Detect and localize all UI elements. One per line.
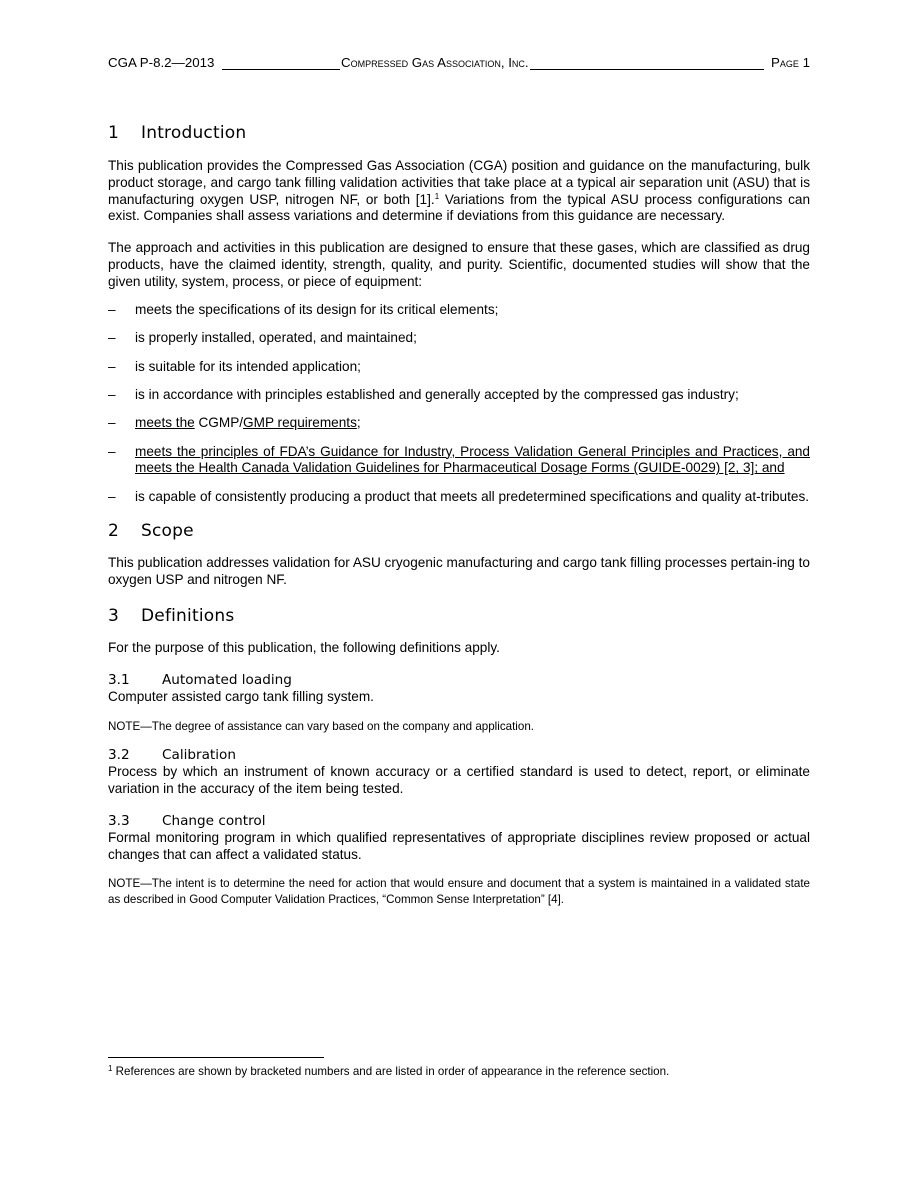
dash-mark: – bbox=[108, 488, 116, 504]
list-item-text: ; bbox=[356, 415, 361, 431]
dash-mark: – bbox=[108, 415, 116, 431]
publisher-name: Compressed Gas Association, Inc. bbox=[341, 55, 529, 70]
dash-mark: – bbox=[108, 386, 116, 402]
intro-text: This publication provides the Compressed Gas Association (CGA) position and guidance on the manufacturing, bulk product storage, and cargo tank filling validation activities that take place at a typical air separation unit (ASU) that is manufacturing oxygen USP, nitrogen NF, or both [1]. bbox=[108, 158, 810, 207]
list-item bbox=[108, 444, 810, 478]
definition-term: Automated loading bbox=[162, 671, 292, 688]
section-number: 1 bbox=[108, 123, 120, 143]
list-item-text: is capable of consistently producing a product that meets all predetermined specifications and quality at-tributes. bbox=[135, 488, 810, 504]
definition-number: 3.1 bbox=[108, 671, 130, 688]
definition-heading-change-control bbox=[108, 813, 810, 830]
list-item bbox=[108, 330, 810, 347]
definition-term: Change control bbox=[162, 812, 266, 829]
list-item bbox=[108, 489, 810, 506]
footnote-text: References are shown by bracketed numbers and are listed in order of appearance in the reference section. bbox=[112, 1065, 670, 1078]
section-heading-introduction bbox=[108, 121, 810, 145]
underlined-text: meets the bbox=[135, 415, 195, 431]
definition-heading-calibration bbox=[108, 747, 810, 764]
section-title: Definitions bbox=[141, 606, 235, 627]
definition-term: Calibration bbox=[162, 747, 236, 764]
intro-text-tail: Variations from the typical ASU process configurations can exist. Companies shall assess variations and determine if deviations from this guidance are necessary. bbox=[108, 191, 811, 224]
section-heading-definitions bbox=[108, 604, 810, 628]
list-item-text: CGMP/ bbox=[194, 415, 244, 431]
definition-text: Formal monitoring program in which qualified representatives of appropriate disciplines review proposed or actual changes that can affect a validated status. bbox=[108, 829, 810, 862]
page-header bbox=[108, 54, 810, 72]
intro-paragraph-1 bbox=[108, 158, 810, 225]
definition-note: NOTE—The intent is to determine the need for action that would ensure and document that a system is maintained in a validated state as described in Good Computer Validation Practices, “Common Sense Interpretation” [4]. bbox=[108, 877, 810, 906]
page-number: Page 1 bbox=[771, 55, 810, 70]
page-content bbox=[108, 121, 810, 907]
underlined-text: GMP requirements bbox=[243, 415, 357, 431]
scope-paragraph: This publication addresses validation for ASU cryogenic manufacturing and cargo tank filling processes pertain-ing to oxygen USP and nitrogen NF. bbox=[108, 555, 810, 588]
intro-paragraph-2: The approach and activities in this publication are designed to ensure that these gases, which are classified as drug products, have the claimed identity, strength, quality, and purity. Scientific, documented studies will show that the given utility, system, process, or piece of equipment: bbox=[108, 240, 810, 289]
list-item bbox=[108, 302, 810, 319]
list-item-text: is suitable for its intended application; bbox=[135, 358, 361, 374]
section-title: Introduction bbox=[141, 123, 247, 143]
definition-number: 3.3 bbox=[108, 812, 130, 829]
dash-mark: – bbox=[108, 302, 116, 318]
dash-mark: – bbox=[108, 443, 116, 459]
footnote-ref[interactable]: 1 bbox=[434, 191, 440, 201]
document-id: CGA P-8.2—2013 bbox=[108, 55, 215, 70]
list-item bbox=[108, 415, 810, 432]
list-item bbox=[108, 359, 810, 376]
section-heading-scope bbox=[108, 519, 810, 543]
definitions-intro: For the purpose of this publication, the following definitions apply. bbox=[108, 640, 500, 656]
definition-text: Process by which an instrument of known accuracy or a certified standard is used to detect, report, or eliminate variation in the accuracy of the item being tested. bbox=[108, 764, 810, 796]
definition-heading-automated-loading bbox=[108, 672, 810, 689]
footnote-number: 1 bbox=[108, 1064, 113, 1073]
list-item-text: is in accordance with principles established and generally accepted by the compressed gas industry; bbox=[135, 386, 739, 402]
definition-number: 3.2 bbox=[108, 747, 130, 764]
underlined-text: meets the principles of FDA’s Guidance for Industry, Process Validation General Principles and Practices, and meets the Health Canada Validation Guidelines for Pharmaceutical Dosage Forms (GUIDE-0029) [2, 3]; and bbox=[135, 443, 810, 476]
section-number: 3 bbox=[108, 606, 120, 627]
section-title: Scope bbox=[141, 521, 194, 542]
requirements-list bbox=[108, 302, 810, 505]
dash-mark: – bbox=[108, 358, 116, 374]
list-item bbox=[108, 387, 810, 404]
dash-mark: – bbox=[108, 330, 116, 346]
section-number: 2 bbox=[108, 521, 120, 542]
list-item-text: meets the specifications of its design for its critical elements; bbox=[135, 302, 499, 318]
list-item-text: is properly installed, operated, and maintained; bbox=[135, 330, 417, 346]
definition-note: NOTE—The degree of assistance can vary based on the company and application. bbox=[108, 719, 534, 733]
footnote bbox=[108, 1064, 810, 1080]
definition-text: Computer assisted cargo tank filling system. bbox=[108, 688, 374, 704]
footnote-separator bbox=[108, 1057, 324, 1058]
